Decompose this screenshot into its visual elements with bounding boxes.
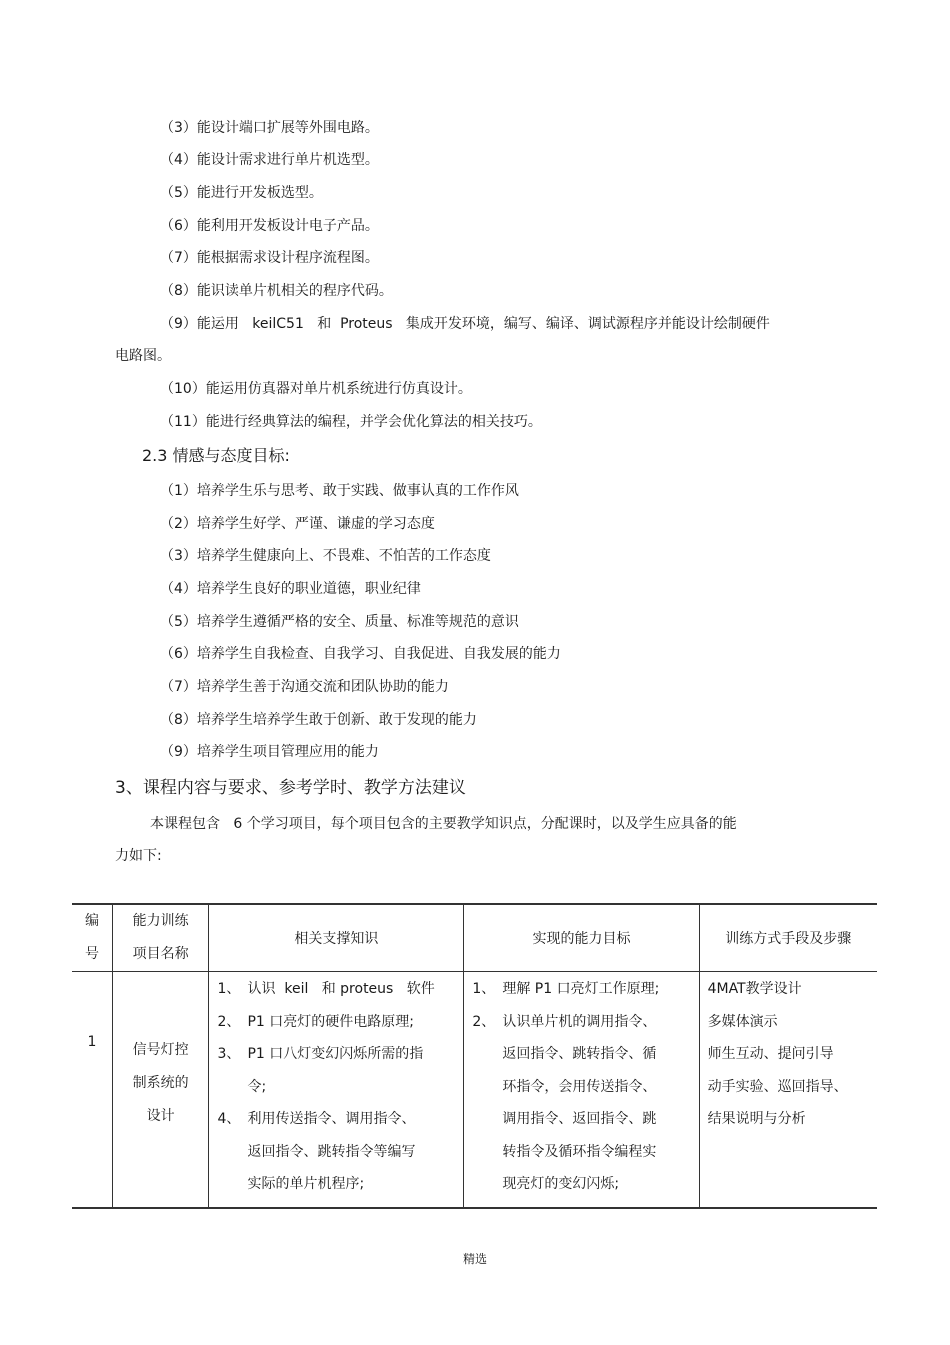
row-num: 1 (87, 1034, 97, 1050)
skill-item-7: （7）能根据需求设计程序流程图。 (160, 250, 379, 266)
header-project-name (112, 904, 209, 972)
attitude-item-9: （9）培养学生项目管理应用的能力 (160, 744, 379, 760)
list-item (217, 973, 457, 1006)
method-line: 4MAT教学设计 (707, 981, 802, 997)
project-name-line2: 制系统的 (132, 1075, 189, 1091)
list-item (217, 1006, 457, 1039)
knowledge-item-line: P1 口八灯变幻闪烁所需的指 (247, 1046, 424, 1062)
skill-item-8: （8）能识读单片机相关的程序代码。 (160, 283, 393, 299)
section-3-intro-line2: 力如下: (115, 848, 162, 864)
goal-item-text (502, 1006, 692, 1201)
page-footer: 精选 (462, 1252, 487, 1266)
header-name-line2: 项目名称 (132, 946, 189, 962)
knowledge-item-text (247, 1103, 457, 1201)
goal-item-line: 认识单片机的调用指令、 (502, 1013, 657, 1030)
goal-item-line: 调用指令、返回指令、跳 (502, 1111, 657, 1127)
method-line: 动手实验、巡回指导、 (707, 1078, 848, 1095)
table-row (72, 972, 877, 1208)
header-knowledge: 相关支撑知识 (209, 904, 464, 972)
attitude-item-8: （8）培养学生培养学生敢于创新、敢于发现的能力 (160, 712, 477, 728)
attitude-item-6: （6）培养学生自我检查、自我学习、自我促进、自我发展的能力 (160, 646, 561, 662)
knowledge-item-number: 4、 (217, 1111, 241, 1127)
knowledge-item-line: 令; (247, 1078, 267, 1095)
header-method: 训练方式手段及步骤 (699, 904, 877, 972)
knowledge-item-text: P1 口亮灯的硬件电路原理; (247, 1013, 414, 1030)
skill-item-9-line1: （9）能运用 keilC51 和 Proteus 集成开发环境，编写、编译、调试源程序并能设计绘制硬件 (160, 316, 770, 332)
row-goal (464, 972, 699, 1208)
goal-item-number: 2、 (472, 1013, 496, 1030)
goal-item-line: 返回指令、跳转指令、循 (502, 1046, 657, 1062)
header-num-line1: 编 (84, 913, 99, 929)
course-project-table (72, 903, 877, 1209)
method-line: 师生互动、提问引导 (707, 1046, 834, 1062)
row-method (699, 972, 877, 1208)
list-item (472, 1006, 692, 1201)
list-item (217, 1038, 457, 1103)
attitude-item-4: （4）培养学生良好的职业道德，职业纪律 (160, 581, 421, 597)
knowledge-item-text: 认识 keil 和 proteus 软件 (247, 981, 435, 997)
skill-item-10: （10）能运用仿真器对单片机系统进行仿真设计。 (160, 381, 472, 397)
project-name-line1: 信号灯控 (132, 1042, 189, 1058)
knowledge-item-line: 利用传送指令、调用指令、 (247, 1111, 416, 1127)
section-3-heading: 3、课程内容与要求、参考学时、教学方法建议 (115, 778, 466, 798)
attitude-item-7: （7）培养学生善于沟通交流和团队协助的能力 (160, 679, 449, 695)
table-header-row (72, 904, 877, 972)
method-line: 结果说明与分析 (707, 1111, 806, 1127)
row-knowledge (209, 972, 464, 1208)
goal-item-text: 理解 P1 口亮灯工作原理; (502, 981, 660, 997)
header-num (72, 904, 112, 972)
knowledge-item-line: 实际的单片机程序; (247, 1176, 365, 1192)
header-goal: 实现的能力目标 (464, 904, 699, 972)
project-name-line3: 设计 (146, 1108, 175, 1124)
method-line: 多媒体演示 (707, 1013, 778, 1030)
skill-item-3: （3）能设计端口扩展等外围电路。 (160, 120, 379, 136)
list-item (472, 973, 692, 1006)
attitude-item-5: （5）培养学生遵循严格的安全、质量、标准等规范的意识 (160, 614, 519, 630)
knowledge-item-text (247, 1038, 457, 1103)
section-2-3-heading: 2.3 情感与态度目标: (142, 446, 290, 465)
attitude-item-2: （2）培养学生好学、严谨、谦虚的学习态度 (160, 516, 435, 532)
section-3-intro-line1: 本课程包含 6 个学习项目，每个项目包含的主要教学知识点，分配课时，以及学生应具备的能 (150, 816, 737, 832)
goal-item-number: 1、 (472, 981, 496, 997)
goal-item-line: 转指令及循环指令编程实 (502, 1143, 657, 1160)
header-num-line2: 号 (84, 946, 99, 962)
list-item (217, 1103, 457, 1201)
attitude-item-3: （3）培养学生健康向上、不畏难、不怕苦的工作态度 (160, 548, 491, 564)
attitude-item-1: （1）培养学生乐与思考、敢于实践、做事认真的工作作风 (160, 483, 519, 499)
skill-item-9-line2: 电路图。 (115, 348, 171, 364)
goal-item-line: 现亮灯的变幻闪烁; (502, 1176, 620, 1192)
goal-item-line: 环指令，会用传送指令、 (502, 1078, 657, 1095)
knowledge-item-number: 1、 (217, 981, 241, 997)
knowledge-item-number: 2、 (217, 1013, 241, 1030)
skill-item-11: （11）能进行经典算法的编程，并学会优化算法的相关技巧。 (160, 414, 542, 430)
skill-item-4: （4）能设计需求进行单片机选型。 (160, 152, 379, 168)
skill-item-6: （6）能利用开发板设计电子产品。 (160, 218, 379, 234)
header-name-line1: 能力训练 (132, 913, 189, 929)
row-project-name (112, 972, 209, 1208)
knowledge-item-line: 返回指令、跳转指令等编写 (247, 1143, 416, 1160)
skill-item-5: （5）能进行开发板选型。 (160, 185, 323, 201)
knowledge-item-number: 3、 (217, 1046, 241, 1062)
